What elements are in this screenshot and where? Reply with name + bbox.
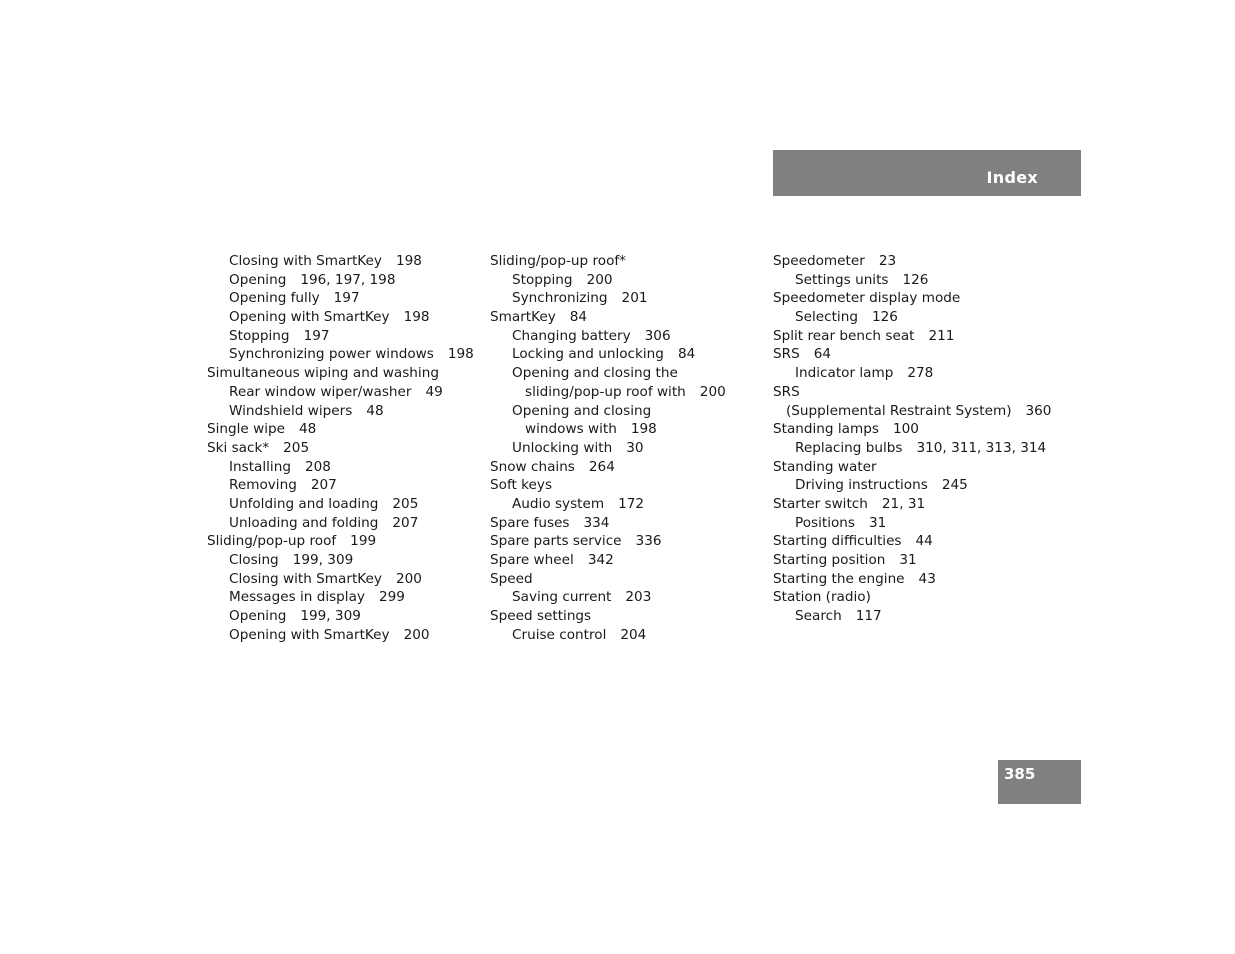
entry-page-ref: 245: [941, 477, 968, 494]
entry-page-ref: 199: [350, 533, 377, 550]
index-entry: [773, 383, 1051, 402]
index-subentry: [773, 271, 1051, 290]
entry-page-ref: 198: [395, 253, 422, 269]
index-column-3: [773, 252, 1051, 626]
index-subentry: [207, 271, 474, 290]
index-subentry: [207, 383, 474, 402]
index-subentry: [773, 402, 1051, 421]
entry-page-ref: 30: [626, 439, 644, 456]
entry-term: Simultaneous wiping and washing: [207, 365, 439, 382]
entry-page-ref: 49: [425, 383, 443, 400]
entry-term: Changing battery: [512, 327, 631, 344]
index-subentry: [490, 383, 726, 402]
entry-page-ref: 200: [586, 271, 613, 288]
index-subentry: [207, 514, 474, 533]
entry-term: Cruise control: [512, 626, 607, 643]
entry-page-ref: 48: [366, 402, 384, 419]
index-subentry: [773, 607, 1051, 626]
entry-term: Stopping: [229, 327, 290, 344]
index-entry: [490, 532, 726, 551]
index-subentry: [490, 327, 726, 346]
section-header-tab: [773, 150, 1081, 196]
entry-term: Stopping: [512, 271, 573, 288]
entry-page-ref: 100: [892, 421, 919, 438]
entry-term: Removing: [229, 477, 297, 494]
entry-term: Settings units: [795, 271, 889, 288]
index-entry: [773, 327, 1051, 346]
entry-page-ref: 172: [618, 495, 645, 512]
index-entry: [207, 364, 474, 383]
entry-term: Opening and closing the: [512, 365, 678, 382]
entry-term: Synchronizing power windows: [229, 346, 434, 363]
entry-term: Snow chains: [490, 458, 575, 475]
entry-term: Speedometer display mode: [773, 290, 961, 307]
entry-term: Unlocking with: [512, 439, 613, 456]
entry-term: sliding/pop-up roof with: [525, 383, 686, 400]
entry-term: Opening and closing: [512, 402, 652, 419]
entry-term: Search: [795, 608, 842, 625]
index-subentry: [490, 495, 726, 514]
index-subentry: [207, 626, 474, 645]
entry-term: Spare wheel: [490, 552, 574, 568]
entry-page-ref: 264: [588, 458, 615, 475]
entry-term: Opening with SmartKey: [229, 626, 390, 643]
index-subentry: [773, 439, 1051, 458]
entry-term: Driving instructions: [795, 477, 928, 494]
entry-term: Closing: [229, 552, 279, 568]
entry-page-ref: 197: [333, 290, 360, 307]
index-entry: [773, 458, 1051, 477]
index-column-1: [207, 252, 474, 644]
entry-page-ref: 23: [878, 253, 897, 269]
index-subentry: [773, 476, 1051, 495]
entry-term: Speed settings: [490, 608, 592, 625]
index-subentry: [207, 495, 474, 514]
entry-page-ref: 43: [918, 570, 936, 587]
entry-term: Split rear bench seat: [773, 327, 915, 344]
entry-term: Closing with SmartKey: [229, 253, 382, 269]
index-entry: [490, 476, 726, 495]
index-entry: [490, 308, 726, 327]
index-entry: [490, 514, 726, 533]
entry-term: Windshield wipers: [229, 402, 353, 419]
entry-page-ref: 306: [644, 327, 671, 344]
index-entry: [773, 570, 1051, 589]
entry-page-ref: 31: [869, 514, 887, 531]
entry-term: Replacing bulbs: [795, 439, 903, 456]
index-subentry: [773, 514, 1051, 533]
entry-term: Speed: [490, 570, 533, 587]
entry-page-ref: 205: [283, 439, 310, 456]
index-subentry: [490, 402, 726, 421]
entry-page-ref: 299: [378, 589, 405, 606]
entry-term: Standing lamps: [773, 421, 879, 438]
entry-term: Starting the engine: [773, 570, 905, 587]
section-title: Index: [986, 168, 1038, 187]
entry-term: SRS: [773, 383, 800, 400]
index-subentry: [207, 551, 474, 570]
entry-term: Messages in display: [229, 589, 365, 606]
entry-term: Opening fully: [229, 290, 320, 307]
entry-term: Ski sack*: [207, 439, 270, 456]
index-subentry: [207, 570, 474, 589]
index-entry: [490, 252, 726, 271]
index-column-2: [490, 252, 726, 644]
index-entry: [207, 420, 474, 439]
entry-page-ref: 310, 311, 313, 314: [916, 439, 1047, 456]
entry-page-ref: 117: [855, 608, 882, 625]
entry-term: Unloading and folding: [229, 514, 379, 531]
entry-page-ref: 278: [907, 365, 934, 382]
entry-page-ref: 48: [299, 421, 317, 438]
entry-term: Installing: [229, 458, 291, 475]
entry-page-ref: 204: [620, 626, 647, 643]
entry-page-ref: 44: [915, 533, 933, 550]
entry-term: Standing water: [773, 458, 877, 475]
index-entry: [773, 345, 1051, 364]
entry-page-ref: 31: [899, 552, 917, 568]
index-entry: [490, 607, 726, 626]
page-number-tab: [998, 760, 1081, 804]
entry-page-ref: 21, 31: [881, 495, 926, 512]
index-entry: [773, 252, 1051, 271]
entry-term: Soft keys: [490, 477, 553, 494]
entry-term: Rear window wiper/washer: [229, 383, 412, 400]
entry-term: Single wipe: [207, 421, 285, 438]
entry-term: Speedometer: [773, 253, 865, 269]
index-entry: [490, 551, 726, 570]
entry-page-ref: 199, 309: [292, 552, 354, 568]
entry-term: (Supplemental Restraint System): [786, 402, 1012, 419]
index-entry: [773, 495, 1051, 514]
entry-term: Opening with SmartKey: [229, 309, 390, 326]
entry-term: SmartKey: [490, 309, 556, 326]
entry-page-ref: 336: [635, 533, 662, 550]
index-subentry: [490, 289, 726, 308]
entry-page-ref: 203: [625, 589, 652, 606]
entry-term: Closing with SmartKey: [229, 570, 382, 587]
index-subentry: [773, 308, 1051, 327]
entry-term: Synchronizing: [512, 290, 608, 307]
index-subentry: [207, 289, 474, 308]
entry-term: Starter switch: [773, 495, 868, 512]
index-subentry: [490, 420, 726, 439]
entry-page-ref: 64: [813, 346, 832, 363]
index-entry: [773, 289, 1051, 308]
index-subentry: [490, 626, 726, 645]
index-entry: [490, 570, 726, 589]
index-subentry: [207, 476, 474, 495]
entry-page-ref: 126: [871, 309, 898, 326]
entry-term: Opening: [229, 271, 287, 288]
entry-page-ref: 196, 197, 198: [300, 271, 396, 288]
entry-page-ref: 197: [303, 327, 330, 344]
entry-page-ref: 200: [403, 626, 430, 643]
entry-term: Spare parts service: [490, 533, 622, 550]
index-subentry: [490, 439, 726, 458]
entry-page-ref: 200: [395, 570, 422, 587]
index-subentry: [207, 402, 474, 421]
entry-page-ref: 208: [304, 458, 331, 475]
entry-term: Indicator lamp: [795, 365, 894, 382]
index-subentry: [207, 588, 474, 607]
entry-term: Saving current: [512, 589, 612, 606]
entry-term: SRS: [773, 346, 800, 363]
entry-term: Locking and unlocking: [512, 346, 664, 363]
entry-term: Audio system: [512, 495, 605, 512]
entry-term: Selecting: [795, 309, 858, 326]
index-subentry: [490, 271, 726, 290]
entry-page-ref: 198: [447, 346, 474, 363]
index-subentry: [207, 252, 474, 271]
entry-term: Starting difficulties: [773, 533, 902, 550]
page-number: 385: [1004, 765, 1036, 783]
index-entry: [773, 588, 1051, 607]
entry-page-ref: 205: [392, 495, 419, 512]
index-subentry: [207, 607, 474, 626]
index-subentry: [490, 345, 726, 364]
entry-page-ref: 84: [569, 309, 588, 326]
entry-term: Spare fuses: [490, 514, 570, 531]
entry-page-ref: 211: [928, 327, 955, 344]
entry-term: Starting position: [773, 552, 886, 568]
entry-page-ref: 126: [902, 271, 929, 288]
index-entry: [773, 551, 1051, 570]
entry-term: Station (radio): [773, 589, 871, 606]
entry-page-ref: 84: [677, 346, 696, 363]
index-subentry: [207, 327, 474, 346]
index-subentry: [490, 364, 726, 383]
entry-page-ref: 207: [310, 477, 337, 494]
entry-term: Opening: [229, 608, 287, 625]
entry-page-ref: 200: [699, 383, 726, 400]
index-entry: [773, 532, 1051, 551]
entry-page-ref: 199, 309: [300, 608, 361, 625]
entry-page-ref: 342: [587, 552, 614, 568]
index-entry: [207, 532, 474, 551]
index-subentry: [490, 588, 726, 607]
index-subentry: [773, 364, 1051, 383]
entry-page-ref: 198: [630, 421, 657, 438]
entry-term: Positions: [795, 514, 856, 531]
entry-page-ref: 201: [621, 290, 648, 307]
entry-term: Sliding/pop-up roof*: [490, 253, 626, 269]
entry-page-ref: 207: [392, 514, 419, 531]
entry-page-ref: 198: [403, 309, 430, 326]
index-entry: [490, 458, 726, 477]
entry-page-ref: 360: [1025, 402, 1052, 419]
index-subentry: [207, 345, 474, 364]
entry-term: Sliding/pop-up roof: [207, 533, 337, 550]
index-subentry: [207, 458, 474, 477]
index-entry: [773, 420, 1051, 439]
index-subentry: [207, 308, 474, 327]
entry-page-ref: 334: [583, 514, 610, 531]
index-entry: [207, 439, 474, 458]
entry-term: windows with: [525, 421, 617, 438]
entry-term: Unfolding and loading: [229, 495, 379, 512]
